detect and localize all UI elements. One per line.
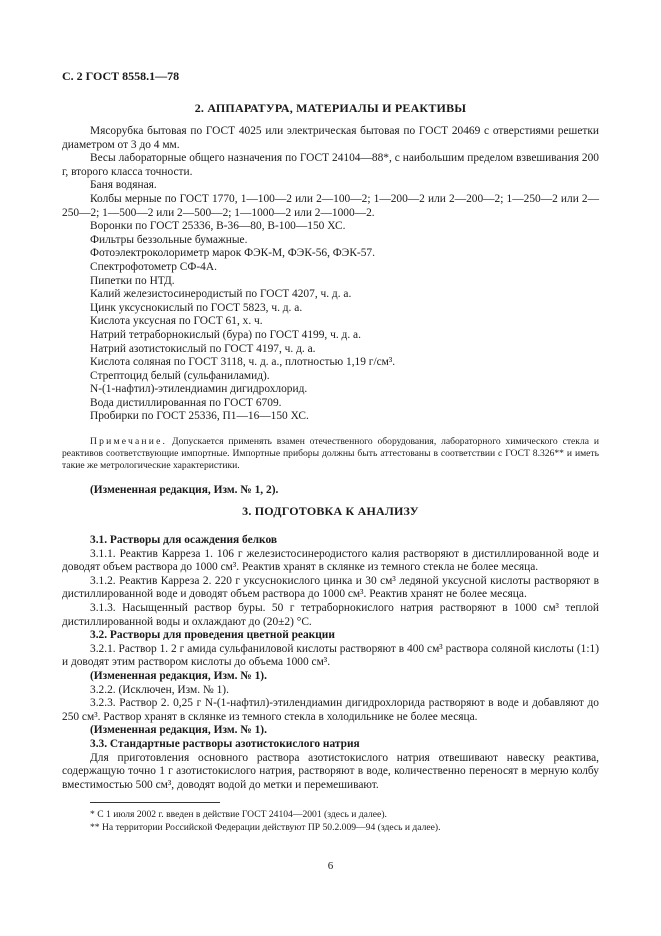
note-label: Примечание. [90, 436, 168, 448]
item-sodium-nitrite: Натрий азотистокислый по ГОСТ 4197, ч. д. а. [90, 342, 316, 355]
item-zinc-acetate: Цинк уксуснокислый по ГОСТ 5823, ч. д. а. [90, 301, 303, 314]
item-meat-grinder: Мясорубка бытовая по ГОСТ 4025 или электрическая бытовая по ГОСТ 20469 с отверстиями решетки диаметром от 3 до 4 мм. [62, 125, 599, 151]
revision-note-3-2-1: (Измененная редакция, Изм. № 1). [90, 669, 267, 682]
item-distilled-water: Вода дистиллированная по ГОСТ 6709. [90, 396, 282, 409]
note-text: Допускается применять взамен отечественного оборудования, лабораторного химического стекла и реактивов соответствующие импортные. Импортные приборы должны быть аттестованы в соответствии с ГОСТ 8.326** и иметь такие же метрологические характеристики. [62, 436, 599, 472]
paragraph-3-2-1: 3.2.1. Раствор 1. 2 г амида сульфаниловой кислоты растворяют в 400 см³ раствора соляной кислоты (1:1) и доводят этим раствором кислоты до объема 1000 см³. [62, 642, 599, 669]
item-potassium-ferrocyanide: Калий железистосинеродистый по ГОСТ 4207, ч. д. а. [90, 288, 352, 301]
item-scales: Весы лабораторные общего назначения по ГОСТ 24104—88*, с наибольшим пределом взвешивания 200 г, второго класса точности. [62, 152, 599, 178]
item-hydrochloric-acid: Кислота соляная по ГОСТ 3118, ч. д. а., плотностью 1,19 г/см³. [90, 356, 396, 369]
subsection-3-3-title: 3.3. Стандартные растворы азотистокислого натрия [90, 737, 360, 750]
item-flasks: Колбы мерные по ГОСТ 1770, 1—100—2 или 2—100—2; 1—200—2 или 2—200—2; 1—250—2 или 2—250—2; 1—500—2 или 2—500—2; 1—1000—2 или 2—1000—2. [62, 192, 599, 219]
paragraph-3-1-1: 3.1.1. Реактив Карреза 1. 106 г железистосинеродистого калия растворяют в дистиллированной воде и доводят объем раствора до 1000 см³. Реактив хранят в склянке из темного стекла не более месяца. [62, 547, 599, 574]
item-filters: Фильтры беззольные бумажные. [90, 233, 248, 246]
item-funnels: Воронки по ГОСТ 25336, В-36—80, В-100—150 ХС. [90, 220, 346, 233]
page-number: 6 [327, 860, 334, 872]
footnote-divider [90, 802, 220, 803]
item-borax: Натрий тетраборнокислый (бура) по ГОСТ 4199, ч. д. а. [90, 328, 361, 341]
paragraph-3-2-2: 3.2.2. (Исключен, Изм. № 1). [90, 683, 229, 696]
item-colorimeter: Фотоэлектроколориметр марок ФЭК-М, ФЭК-56, ФЭК-57. [90, 247, 375, 260]
paragraph-3-1-2: 3.1.2. Реактив Карреза 2. 220 г уксуснокислого цинка и 30 см³ ледяной уксусной кислоты растворяют в дистиллированной воде и доводят объем раствора до 1000 см³. Реактив хранят не более месяца. [62, 574, 599, 601]
section-3-title: 3. ПОДГОТОВКА К АНАЛИЗУ [242, 504, 419, 518]
item-water-bath: Баня водяная. [90, 179, 157, 192]
revision-note-3-2-3: (Измененная редакция, Изм. № 1). [90, 724, 267, 737]
subsection-3-2-title: 3.2. Растворы для проведения цветной реакции [90, 629, 335, 642]
item-streptocide: Стрептоцид белый (сульфаниламид). [90, 369, 270, 382]
item-pipettes: Пипетки по НТД. [90, 274, 175, 287]
paragraph-3-3: Для приготовления основного раствора азотистокислого натрия отвешивают навеску реактива, содержащую точно 1 г азотистокислого натрия, растворяют в воде, количественно переносят в мерную колбу вместимостью 500 см³, доводят водой до метки и перемешивают. [62, 751, 599, 791]
section-2-body [62, 125, 599, 497]
footnote-2: ** На территории Российской Федерации действуют ПР 50.2.009—94 (здесь и далее). [90, 822, 441, 833]
item-spectrophotometer: Спектрофотометр СФ-4А. [90, 260, 217, 273]
section-2-title: 2. АППАРАТУРА, МАТЕРИАЛЫ И РЕАКТИВЫ [194, 101, 467, 115]
item-test-tubes: Пробирки по ГОСТ 25336, П1—16—150 ХС. [90, 410, 309, 423]
footnote-1: * С 1 июля 2002 г. введен в действие ГОСТ 24104—2001 (здесь и далее). [90, 809, 387, 820]
paragraph-3-2-3: 3.2.3. Раствор 2. 0,25 г N-(1-нафтил)-этилендиамин дигидрохлорида растворяют в воде и добавляют до 250 см³. Раствор хранят в склянке из темного стекла в холодильнике не более месяца. [62, 697, 599, 723]
paragraph-3-1-3: 3.1.3. Насыщенный раствор буры. 50 г тетраборнокислого натрия растворяют в 1000 см³ теплой дистиллированной воды и охлаждают до (20±2) °С. [62, 601, 599, 628]
item-naphthyl-ethylenediamine: N-(1-нафтил)-этилендиамин дигидрохлорид. [90, 383, 308, 396]
footnotes [62, 808, 599, 834]
revision-note: (Измененная редакция, Изм. № 1, 2). [90, 483, 279, 496]
section-3-body [62, 534, 599, 792]
note-paragraph [62, 436, 599, 473]
item-acetic-acid: Кислота уксусная по ГОСТ 61, х. ч. [90, 315, 263, 328]
subsection-3-1-title: 3.1. Растворы для осаждения белков [90, 534, 278, 546]
page-header: С. 2 ГОСТ 8558.1—78 [62, 69, 180, 83]
